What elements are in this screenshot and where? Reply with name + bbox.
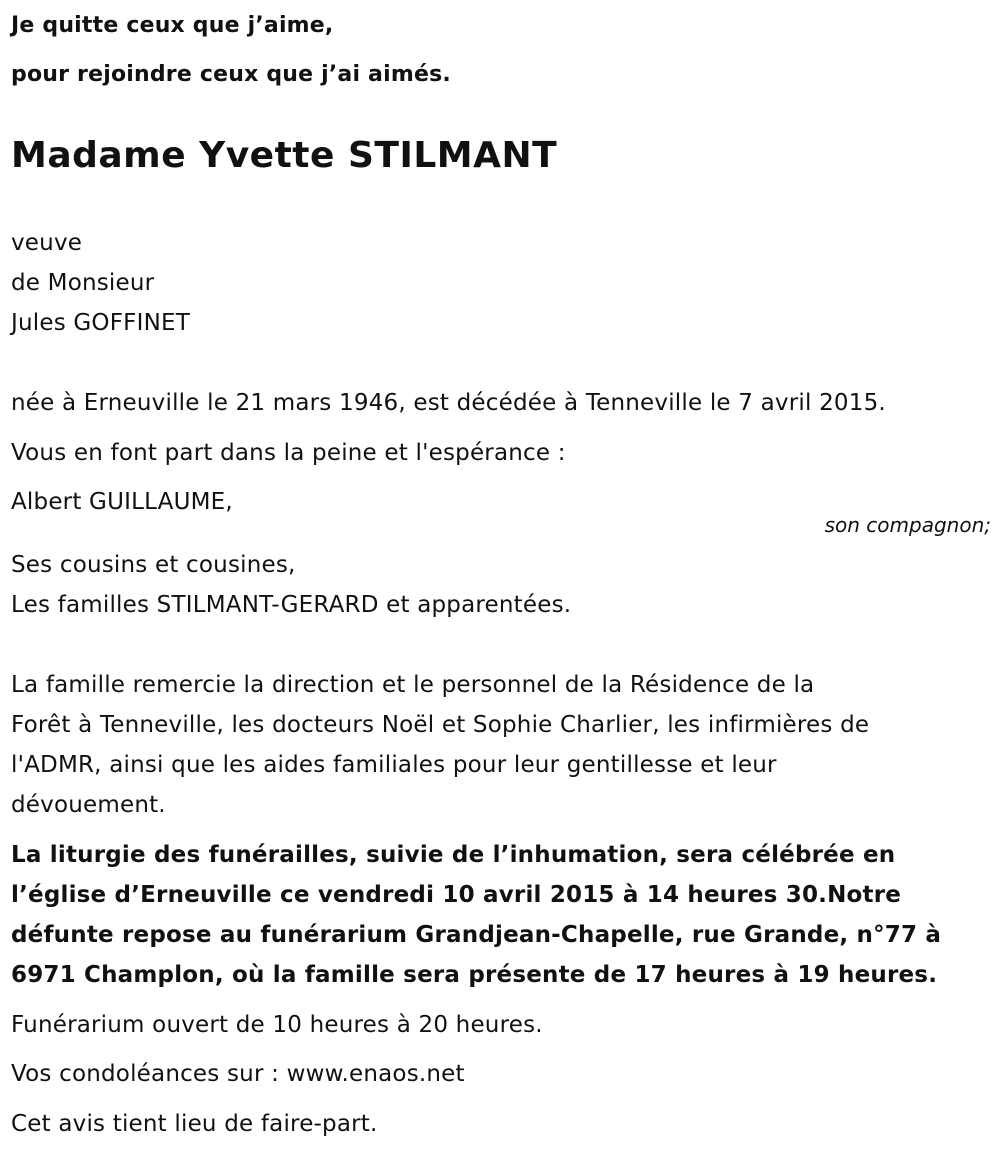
announcement-intro: Vous en font part dans la peine et l'espérance : [11,440,566,466]
funeral-paragraph [11,835,991,995]
spouse-line-2: de Monsieur [11,270,155,296]
funeral-line-2: l’église d’Erneuville ce vendredi 10 avril 2015 à 14 heures 30.Notre [11,882,902,908]
spouse-line-1: veuve [11,230,83,256]
thanks-line-3: l'ADMR, ainsi que les aides familiales pour leur gentillesse et leur [11,752,777,778]
companion-role: son compagnon; [824,513,991,537]
companion-name: Albert GUILLAUME, [11,489,233,515]
funeral-line-1: La liturgie des funérailles, suivie de l’inhumation, sera célébrée en [11,842,896,868]
thanks-line-4: dévouement. [11,792,166,818]
quote-line-1: Je quitte ceux que j’aime, [11,13,334,38]
deceased-name: Madame Yvette STILMANT [11,135,558,176]
condolences-line: Vos condoléances sur : www.enaos.net [11,1061,465,1087]
cousins-line: Ses cousins et cousines, [11,552,296,578]
funeral-line-3: défunte repose au funérarium Grandjean-Chapelle, rue Grande, n°77 à [11,922,942,948]
funeral-line-4: 6971 Champlon, où la famille sera présente de 17 heures à 19 heures. [11,962,938,988]
birth-death-line: née à Erneuville le 21 mars 1946, est décédée à Tenneville le 7 avril 2015. [11,390,886,416]
spouse-line-3: Jules GOFFINET [11,310,190,336]
thanks-line-1: La famille remercie la direction et le personnel de la Résidence de la [11,672,815,698]
thanks-paragraph [11,665,991,825]
quote-line-2: pour rejoindre ceux que j’ai aimés. [11,62,451,87]
closing-line: Cet avis tient lieu de faire-part. [11,1111,378,1137]
families-line: Les familles STILMANT-GERARD et apparentées. [11,592,572,618]
thanks-line-2: Forêt à Tenneville, les docteurs Noël et Sophie Charlier, les infirmières de [11,712,870,738]
funerarium-hours: Funérarium ouvert de 10 heures à 20 heures. [11,1012,543,1038]
